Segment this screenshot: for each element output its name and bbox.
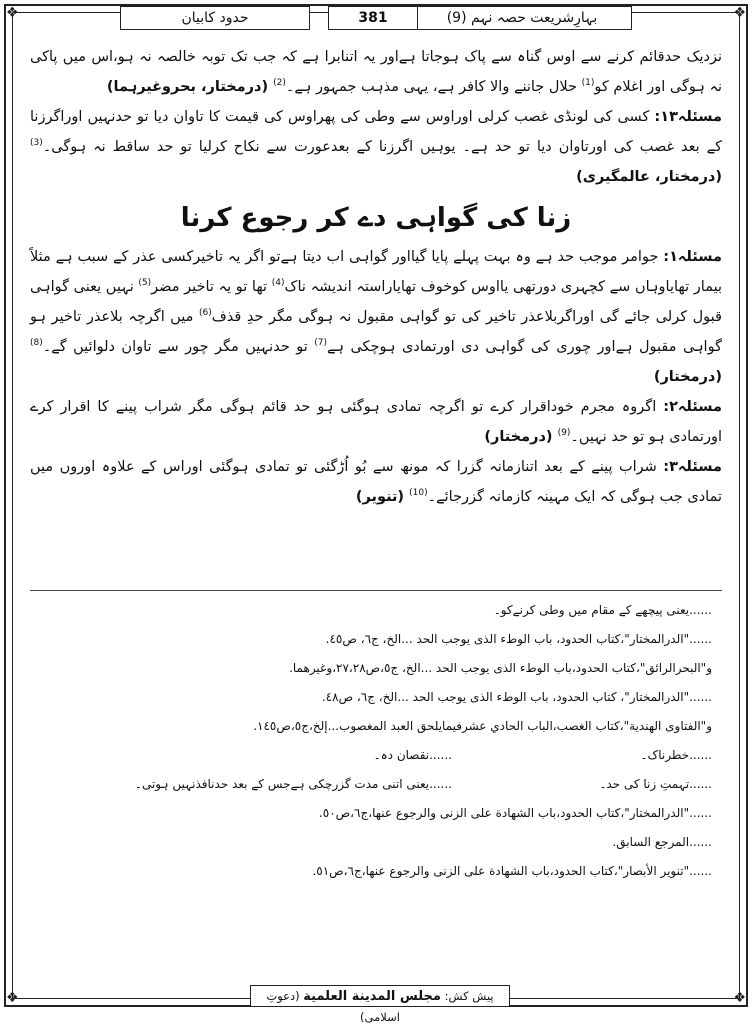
- source-ref: (درمختار): [653, 369, 722, 385]
- footnote-ref: (7): [314, 338, 327, 349]
- footnote: و"البحرالرائق"،کتاب الحدود،باب الوطء الذی یوجب الحد ...الخ، ج٥،ص٢٧،٢٨،وغیرهما.: [289, 661, 712, 675]
- paragraph-text: تھا تو یہ تاخیر مضر: [151, 279, 272, 295]
- paragraph-text: نزدیک حدقائم کرنے سے اوس گناہ سے پاک ہوجاتا ہےاور یہ اتنابرا ہے کہ جب تک توبہ خالصہ نہ ہو،اس میں پاکی نہ ہوگی اور اغلام کو: [30, 49, 722, 95]
- page-number: 381: [328, 6, 418, 30]
- masala-paragraph: [30, 392, 722, 452]
- masala-label: مسئلہ۳:: [663, 459, 722, 475]
- source-ref: (درمختار): [484, 429, 558, 445]
- footnote: و"الفتاوى الهندية"،کتاب الغصب،الباب الحادي عشرفیمایلحق العبد المغصوب...إلخ،ج٥،ص١٤٥.: [253, 719, 712, 733]
- footnotes: [30, 596, 712, 886]
- paragraph-text: نہیں یعنی گواہی قبول کرلی جائے گی اوراگربلاعذر تاخیر کی تو گواہی مقبول نہ ہوگی مگر حدِ قذف: [30, 279, 722, 325]
- source-ref: (تنویر): [355, 489, 410, 505]
- corner-ornament-icon: ❖: [733, 5, 746, 21]
- paragraph-text: کسی کی لونڈی غصب کرلی اوراوس سے وطی کی پھراوس کی قیمت کا تاوان دیا تو حدنہیں اوراگرزنا کے بعد غصب کی اورتاوان دیا تو حد ہے۔ یوہیں اگرزنا کے بعدعورت سے نکاح کرلیا تو حد ساقط نہ ہوگی۔: [30, 109, 722, 155]
- footnote-ref: (1): [581, 78, 595, 89]
- page-footer: [250, 985, 510, 1024]
- page-header: [120, 6, 632, 32]
- section-heading: زنا کی گواہی دے کر رجوع کرنا: [180, 203, 572, 233]
- footnote: ......یعنی پیچھے کے مقام میں وطی کرنےکو۔: [493, 603, 712, 617]
- source-ref: (درمختار، بحروغیرہما): [106, 79, 274, 95]
- paragraph-text: میں اگرچہ بلاعذر تاخیر ہو گواہی مقبول ہےاور چوری کی گواہی دی اورتمادی ہوچکی ہے: [30, 309, 722, 355]
- footnote-ref: (9): [557, 428, 571, 439]
- book-title: بہارِشریعت حصہ نہم (9): [412, 6, 632, 30]
- footnote: ......المرجع السابق.: [612, 835, 712, 849]
- footnote-pair: [30, 741, 712, 770]
- footnote: ......نقصان دہ۔: [373, 748, 452, 762]
- paragraph-text: تو حدنہیں مگر چور سے تاوان دلوائیں گے۔: [42, 339, 315, 355]
- paragraph: [30, 42, 722, 102]
- chapter-title: حدود کابیان: [120, 6, 310, 30]
- footnote: ......تہمتِ زنا کی حد۔: [599, 777, 712, 791]
- masala-paragraph: [30, 452, 722, 512]
- masala-label: مسئلہ۱:: [663, 249, 722, 265]
- footnote-ref: (8): [30, 338, 43, 349]
- source-ref: (درمختار، عالمگیری): [576, 169, 722, 185]
- paragraph-text: شراب پینے کے بعد اتنازمانہ گزرا کہ مونھ سے بُو اُڑگئی تو تمادی ہوگئی اوراس کے علاوہ اوروں میں تمادی جب ہوگی کہ ایک مہینہ کازمانہ گزرجائے۔: [30, 459, 722, 505]
- paragraph-text: حلال جاننے والا کافر ہے، یہی مذہب جمہور ہے۔: [285, 79, 582, 95]
- masala-label: مسئلہ۲:: [663, 399, 722, 415]
- masala-label: مسئلہ۱۳:: [654, 109, 722, 125]
- footer-suffix: (دعوتِ اسلامی): [266, 989, 400, 1024]
- footnote-pair: [30, 770, 712, 799]
- corner-ornament-icon: ❖: [6, 990, 19, 1006]
- footnote-ref: (10): [409, 488, 428, 499]
- paragraph-text: جوامر موجب حد ہے وہ بہت پہلے پایا گیااور گواہی اب دیتا ہےتو اگر یہ تاخیرکسی عذر کے سبب ہے مثلاً بیمار تھایاوہاں سے کچہری دورتھی یااوس کوخوف تھایاراستہ اندیشہ ناک: [30, 249, 722, 295]
- footnote: ......خطرناک۔: [640, 748, 712, 762]
- footnote: ......"الدرالمختار"، کتاب الحدود، باب الوطء الذی یوجب الحد ...الخ، ج٦، ص٤٨.: [321, 690, 712, 704]
- masala-paragraph: [30, 102, 722, 192]
- footnote-ref: (2): [273, 78, 286, 89]
- main-text: [30, 42, 722, 512]
- footnote-ref: (5): [138, 278, 152, 289]
- footnote-divider: [30, 590, 722, 591]
- footnote: ......"تنویر الأبصار"،کتاب الحدود،باب الشهادة على الزنى والرجوع عنها،ج٦،ص٥١.: [312, 864, 712, 878]
- footnote-ref: (6): [198, 308, 212, 319]
- footnote: ......یعنی اتنی مدت گزرچکی ہےجس کے بعد حدنافذنہیں ہوتی۔: [134, 777, 452, 791]
- footnote-ref: (4): [271, 278, 285, 289]
- footer-prefix: پیش کش:: [444, 989, 494, 1003]
- corner-ornament-icon: ❖: [733, 990, 746, 1006]
- footnote: ......"الدرالمختار"،کتاب الحدود، باب الوطء الذی یوجب الحد ...الخ، ج٦، ص٤٥.: [325, 632, 712, 646]
- footnote: ......"الدرالمختار"،کتاب الحدود،باب الشهادة على الزنى والرجوع عنها،ج٦،ص٥٠.: [318, 806, 712, 820]
- paragraph-text: اگروہ مجرم خوداقرار کرے تو اگرچہ تمادی ہوگئی ہو حد قائم ہوگی مگر شراب پینے کا اقرار کرے اورتمادی ہو تو حد نہیں۔: [30, 399, 722, 445]
- masala-paragraph: [30, 242, 722, 392]
- corner-ornament-icon: ❖: [6, 5, 19, 21]
- footer-org: مجلس المدینة العلمیة: [303, 989, 441, 1004]
- footnote-ref: (3): [30, 138, 43, 149]
